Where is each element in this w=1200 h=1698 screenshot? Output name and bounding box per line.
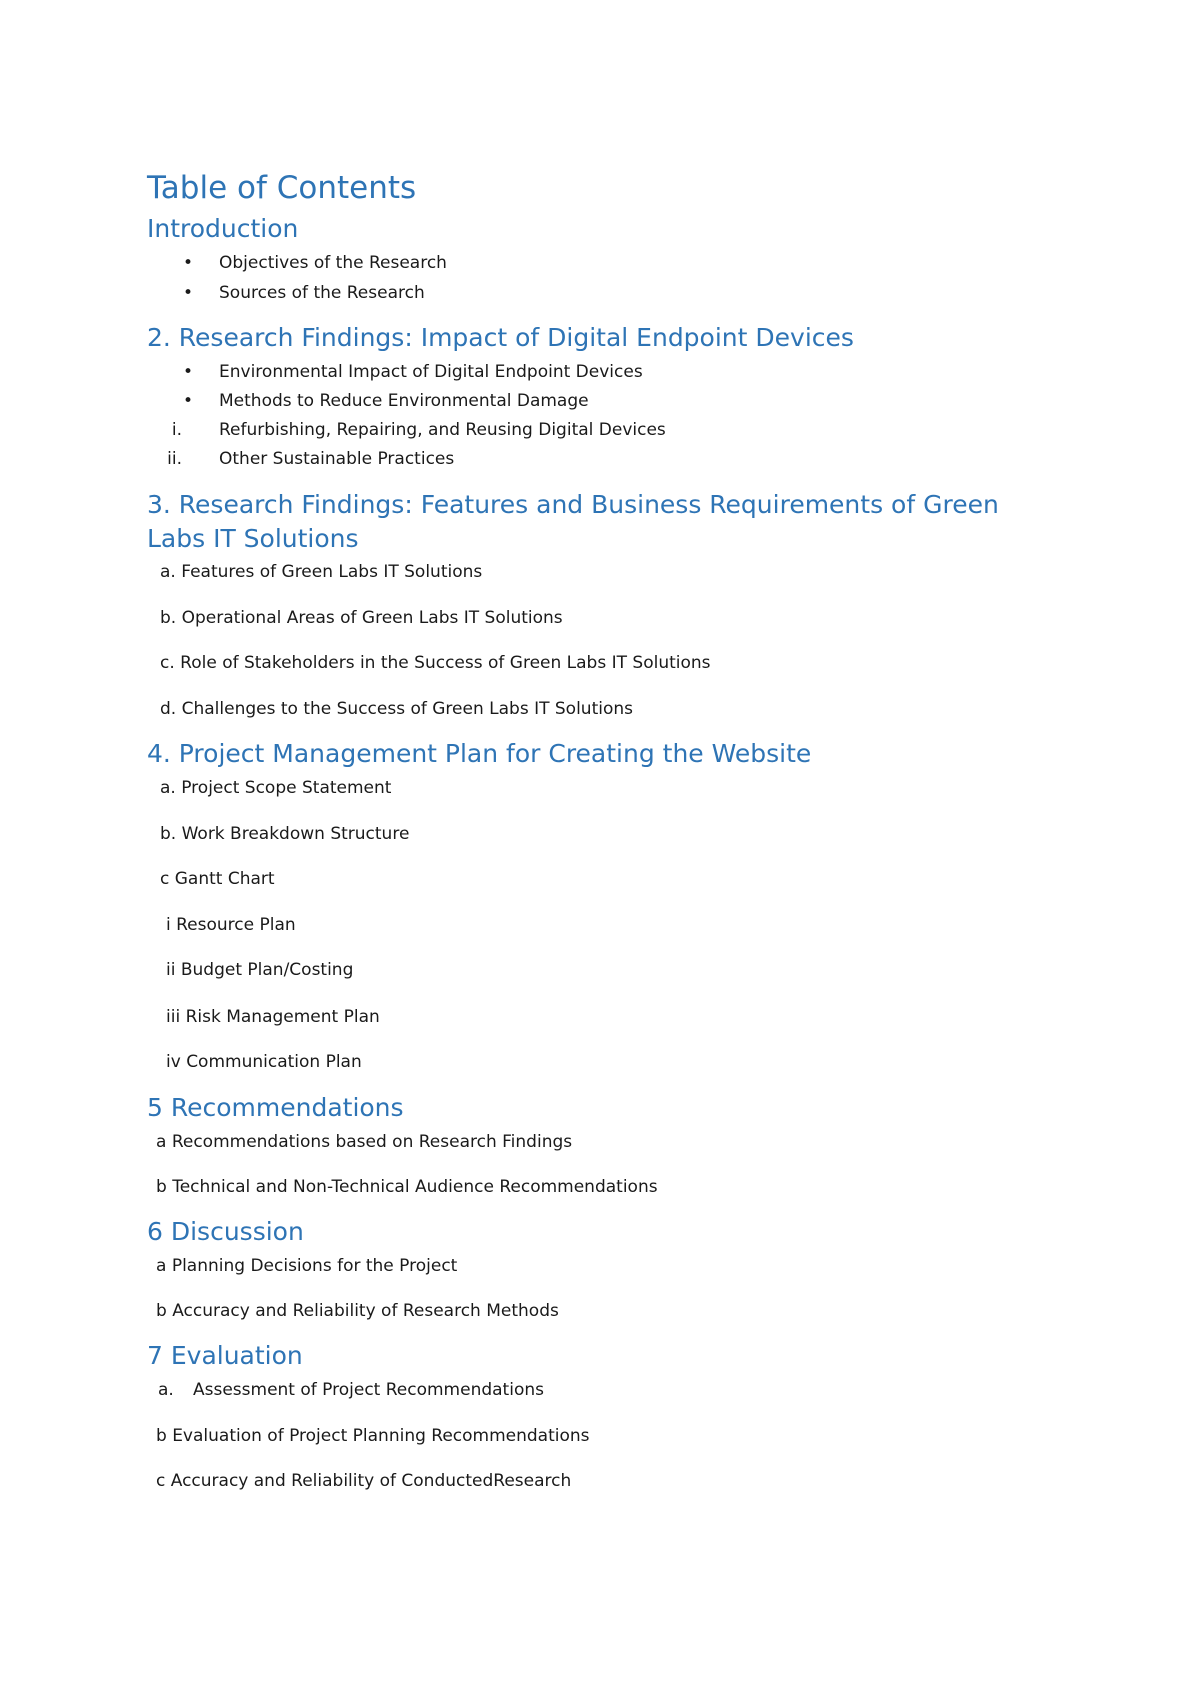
toc-item: b Evaluation of Project Planning Recommendations: [156, 1426, 590, 1446]
toc-item: Refurbishing, Repairing, and Reusing Digital Devices: [219, 420, 666, 440]
toc-item: c Gantt Chart: [160, 869, 275, 889]
heading-section-3-line2: Labs IT Solutions: [147, 524, 359, 553]
heading-section-7: 7 Evaluation: [147, 1341, 303, 1370]
list-marker: ii.: [167, 449, 182, 469]
toc-item: c. Role of Stakeholders in the Success of Green Labs IT Solutions: [160, 653, 711, 673]
heading-section-3: 3. Research Findings: Features and Business Requirements of Green: [147, 490, 999, 519]
toc-item: Sources of the Research: [219, 283, 425, 303]
toc-item: Other Sustainable Practices: [219, 449, 455, 469]
bullet-icon: •: [183, 253, 194, 273]
heading-introduction: Introduction: [147, 214, 299, 243]
toc-item: a Recommendations based on Research Findings: [156, 1132, 573, 1152]
toc-item: b Accuracy and Reliability of Research Methods: [156, 1301, 559, 1321]
bullet-icon: •: [183, 283, 194, 303]
toc-item: c Accuracy and Reliability of ConductedResearch: [156, 1471, 572, 1491]
list-marker: a.: [158, 1380, 174, 1400]
toc-item: iii Risk Management Plan: [166, 1007, 380, 1027]
bullet-icon: •: [183, 362, 194, 382]
toc-item: d. Challenges to the Success of Green Labs IT Solutions: [160, 699, 633, 719]
heading-section-4: 4. Project Management Plan for Creating the Website: [147, 739, 812, 768]
toc-item: ii Budget Plan/Costing: [166, 960, 354, 980]
bullet-icon: •: [183, 391, 194, 411]
toc-item: b. Work Breakdown Structure: [160, 824, 410, 844]
toc-item: a Planning Decisions for the Project: [156, 1256, 458, 1276]
toc-title: Table of Contents: [147, 170, 417, 206]
toc-item: Objectives of the Research: [219, 253, 447, 273]
heading-section-6: 6 Discussion: [147, 1217, 304, 1246]
heading-section-2: 2. Research Findings: Impact of Digital Endpoint Devices: [147, 323, 854, 352]
toc-item: b. Operational Areas of Green Labs IT Solutions: [160, 608, 563, 628]
toc-item: i Resource Plan: [166, 915, 296, 935]
heading-section-5: 5 Recommendations: [147, 1093, 404, 1122]
toc-item: iv Communication Plan: [166, 1052, 362, 1072]
toc-item: a. Project Scope Statement: [160, 778, 392, 798]
toc-item: Environmental Impact of Digital Endpoint Devices: [219, 362, 643, 382]
toc-item: Methods to Reduce Environmental Damage: [219, 391, 589, 411]
toc-item: b Technical and Non-Technical Audience Recommendations: [156, 1177, 658, 1197]
list-marker: i.: [171, 420, 182, 440]
toc-item: a. Features of Green Labs IT Solutions: [160, 562, 483, 582]
toc-item: Assessment of Project Recommendations: [193, 1380, 544, 1400]
